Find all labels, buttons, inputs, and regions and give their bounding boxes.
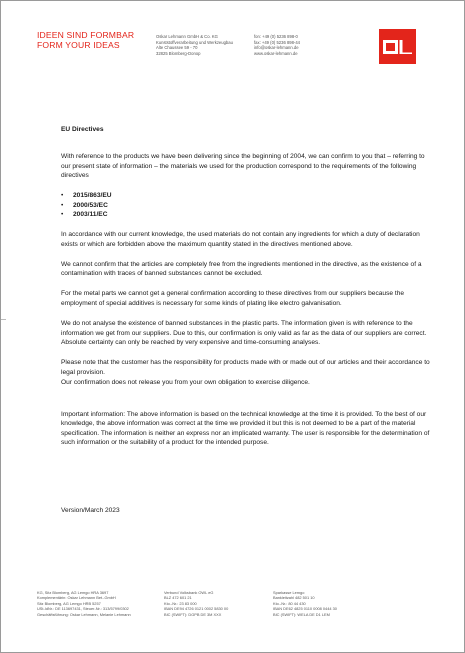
footer-line: BIC (SWIFT): DGPB DE 3M XXX xyxy=(164,611,222,617)
contamination-paragraph: We cannot confirm that the articles are completely free from the ingredients mentioned in the directive, as the existence of a contamination with traces of banned substances cannot be excluded. xyxy=(61,260,422,278)
phone-number: fon: +49 (0) 5236 898-0 xyxy=(254,34,298,39)
footer-line: IBAN DE62 4825 0110 0008 0444 30 xyxy=(273,606,337,612)
customer-responsibility-paragraph xyxy=(61,358,433,387)
fax-number: fax: +49 (0) 5236 898-44 xyxy=(254,39,300,45)
slogan-german: IDEEN SIND FORMBAR xyxy=(37,30,135,40)
intro-paragraph: With reference to the products we have been delivering since the beginning of 2004, we can confirm to you that – referring to our present state of information – the materials we used for the production correspond to the requirements of the following directives xyxy=(61,153,425,180)
paragraph-gap xyxy=(61,398,433,410)
footer-line: Kto.-Nr.: 23 83 000 xyxy=(164,600,197,606)
address-line: 32825 Blomberg-Donop xyxy=(156,50,201,56)
address-line: Kunststoffverarbeitung und Werkzeugbau xyxy=(156,39,233,45)
fold-mark xyxy=(1,319,6,320)
address-line: Alte Chaussee 59 - 70 xyxy=(156,45,198,51)
email-address: info@oskar-lehmann.de xyxy=(254,45,299,51)
analysis-note: Absolute certainty can only be reached by very expensive and time-consuming analyses. xyxy=(61,339,321,347)
slogan-english: FORM YOUR IDEAS xyxy=(37,39,120,50)
footer-company-register xyxy=(37,590,131,617)
footer-line: Sitz Blomberg, AG Lemgo HRB 5257 xyxy=(37,600,101,606)
footer-line: BLZ 472 601 21 xyxy=(164,595,192,601)
footer-line: Komplementärin: Oskar Lehmann Bet.-GmbH xyxy=(37,595,116,601)
knowledge-paragraph: In accordance with our current knowledge, the used materials do not contain any ingredients for which a duty of declaration exists or which are forbidden above the maximum quantity stated in the directives mentioned above. xyxy=(61,231,420,248)
plastic-parts-text: We do not analyse the existence of banned substances in the plastic parts. The information given is with reference to the information we get from our suppliers. Due to this, our confirmation is only valid as far as the data of our suppliers are correct. xyxy=(61,320,427,337)
company-logo xyxy=(379,29,416,64)
footer-line: Bankleitzahl 482 501 10 xyxy=(273,595,315,601)
footer-bank-sparkasse xyxy=(273,590,337,617)
version-date: Version/March 2023 xyxy=(61,507,120,514)
footer-line: IBAN DE94 4726 0121 0002 5830 00 xyxy=(164,606,229,612)
footer-line: Verbund Volksbank OWL eG xyxy=(164,590,214,595)
directive-item: • 2015/863/EU xyxy=(61,191,433,201)
company-contact xyxy=(254,34,300,56)
metal-parts-paragraph: For the metal parts we cannot get a general confirmation according to these directives from our suppliers because the employment of special additives is necessary for some kinds of plating like electro galvanisation. xyxy=(61,290,405,308)
footer-bank-volksbank xyxy=(164,590,228,617)
plastic-parts-paragraph xyxy=(61,319,433,348)
document-title: EU Directives xyxy=(61,126,104,133)
diligence-note: Our confirmation does not release you from your own obligation to exercise diligence. xyxy=(61,378,310,386)
logo-ol-mark xyxy=(383,40,413,54)
important-information-paragraph: Important information: The above information is based on the technical knowledge at the time it is provided. To the best of our knowledge, the above information was correct at the time we provided it but this is not deemed to be a part of the material specification. The information is neither an express nor an implicated warranty. The user is responsible for the determination of such information or the suitability of a product for the intended purpose. xyxy=(61,410,430,447)
footer-line: KG, Sitz Blomberg, AG Lemgo HRA 3697 xyxy=(37,590,109,595)
company-slogan xyxy=(37,31,134,50)
footer-line: Geschäftsführung: Oskar Lehmann, Melanie Lehmann xyxy=(37,611,131,617)
company-address xyxy=(156,34,233,56)
footer-line: Sparkasse Lemgo xyxy=(273,590,305,595)
directive-list xyxy=(61,191,433,220)
document-body xyxy=(61,152,433,459)
directive-item: • 2000/53/EC xyxy=(61,201,433,211)
footer-line: BIC (SWIFT): WELA DE D1 LEM xyxy=(273,611,330,617)
address-line: Oskar Lehmann GmbH & Co. KG xyxy=(156,34,218,39)
footer-line: USt-IdNr.: DE 113697431, Steuer-Nr.: 313/5799/0302 xyxy=(37,606,129,612)
directive-item: • 2003/11/EC xyxy=(61,210,433,220)
footer-line: Kto.-Nr.: 80 44 430 xyxy=(273,600,306,606)
customer-responsibility-text: Please note that the customer has the responsibility for products made with or made out of our articles and their accordance to legal provision. xyxy=(61,359,430,376)
website-address: www.oskar-lehmann.de xyxy=(254,50,298,56)
